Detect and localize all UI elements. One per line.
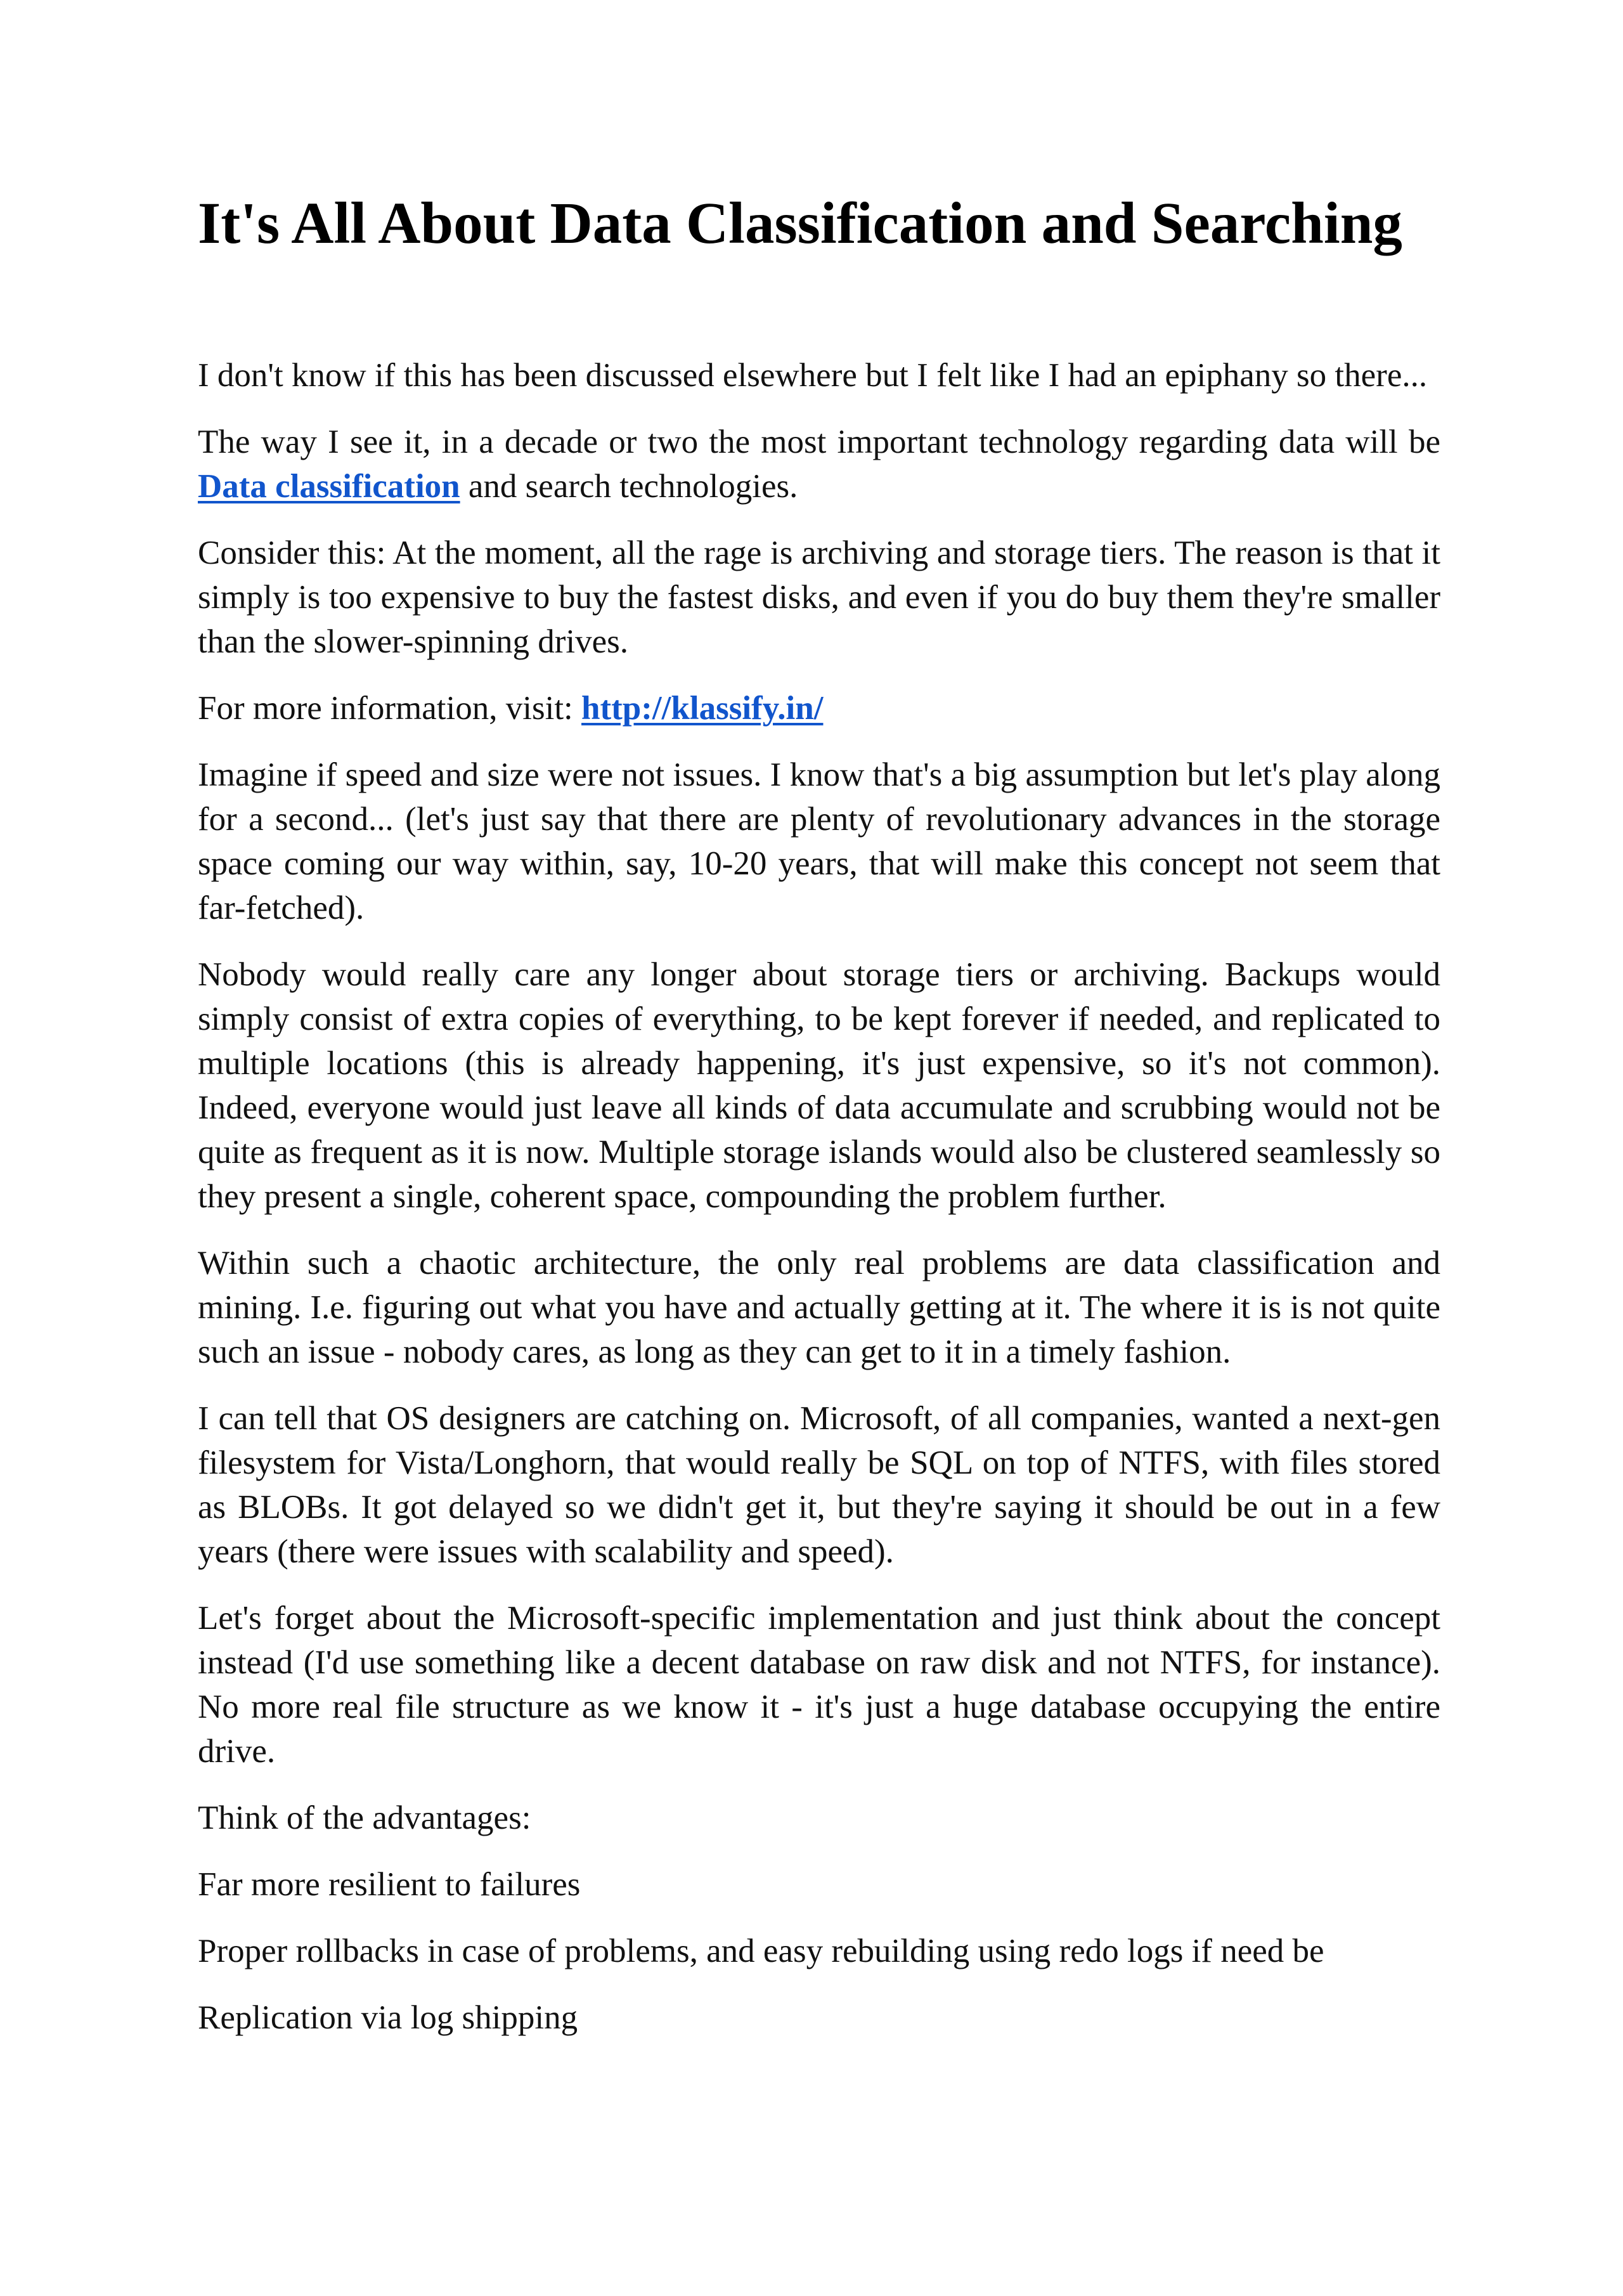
- paragraph-more-info: [198, 686, 1440, 730]
- advantage-rollbacks: Proper rollbacks in case of problems, and easy rebuilding using redo logs if need be: [198, 1932, 1324, 1969]
- paragraph-storage-tiers: Consider this: At the moment, all the rage is archiving and storage tiers. The reason is that it simply is too expensive to buy the fastest disks, and even if you do buy them they're smaller than the slower-spinning drives.: [198, 534, 1440, 660]
- advantage-replication: Replication via log shipping: [198, 1999, 578, 2036]
- paragraph-concept: Let's forget about the Microsoft-specific implementation and just think about the concept instead (I'd use something like a decent database on raw disk and not NTFS, for instance). No more real file structure as we know it - it's just a huge database occupying the entire drive.: [198, 1599, 1440, 1770]
- paragraph-text: For more information, visit:: [198, 689, 582, 727]
- data-classification-link[interactable]: Data classification: [198, 467, 460, 505]
- paragraph-chaotic-architecture: Within such a chaotic architecture, the only real problems are data classification and mining. I.e. figuring out what you have and actually getting at it. The where it is is not quite such an issue - nobody cares, as long as they can get to it in a timely fashion.: [198, 1244, 1440, 1370]
- paragraph-advantages-intro: Think of the advantages:: [198, 1799, 531, 1836]
- klassify-link[interactable]: http://klassify.in/: [581, 689, 824, 727]
- paragraph-speed-size: Imagine if speed and size were not issues. I know that's a big assumption but let's play along for a second... (let's just say that there are plenty of revolutionary advances in the storage space coming our way within, say, 10-20 years, that will make this concept not seem that far-fetched).: [198, 756, 1440, 926]
- paragraph-text: and search technologies.: [460, 467, 798, 505]
- paragraph-backups: Nobody would really care any longer about storage tiers or archiving. Backups would simply consist of extra copies of everything, to be kept forever if needed, and replicated to multiple locations (this is already happening, it's just expensive, so it's not common). Indeed, everyone would just leave all kinds of data accumulate and scrubbing would not be quite as frequent as it is now. Multiple storage islands would also be clustered seamlessly so they present a single, coherent space, compounding the problem further.: [198, 956, 1440, 1215]
- document-page: [198, 190, 1440, 2062]
- paragraph-os-designers: I can tell that OS designers are catching on. Microsoft, of all companies, wanted a next-gen filesystem for Vista/Longhorn, that would really be SQL on top of NTFS, with files stored as BLOBs. It got delayed so we didn't get it, but they're saying it should be out in a few years (there were issues with scalability and speed).: [198, 1399, 1440, 1570]
- paragraph-epiphany: I don't know if this has been discussed elsewhere but I felt like I had an epiphany so there...: [198, 356, 1428, 394]
- page-title: It's All About Data Classification and Searching: [198, 191, 1402, 256]
- paragraph-data-classification: [198, 420, 1440, 509]
- paragraph-text: The way I see it, in a decade or two the most important technology regarding data will be: [198, 423, 1440, 460]
- advantage-resilient: Far more resilient to failures: [198, 1865, 581, 1903]
